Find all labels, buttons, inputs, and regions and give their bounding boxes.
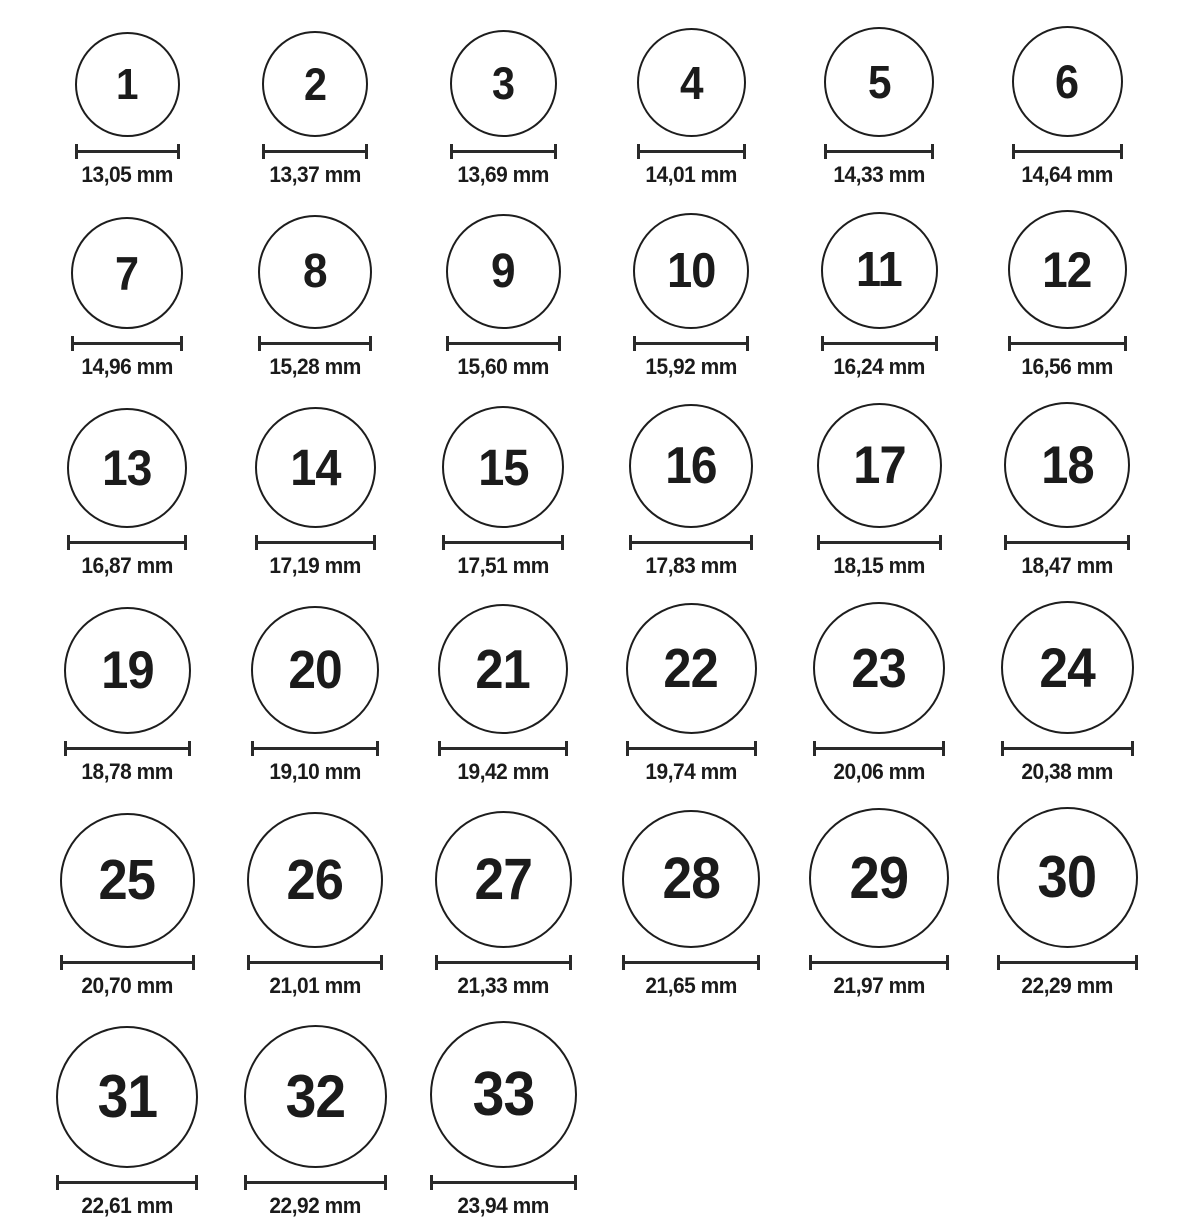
- ring-circle: [450, 30, 557, 137]
- diameter-measure-line: [435, 955, 572, 970]
- diameter-label: 21,97 mm: [833, 973, 925, 998]
- diameter-label: 13,37 mm: [269, 162, 361, 187]
- ring-size-number: 7: [115, 246, 139, 300]
- ring-size-item: [973, 210, 1161, 380]
- diameter-measure-line: [629, 535, 753, 550]
- ring-circle: [824, 27, 934, 137]
- ring-size-item: [409, 1021, 597, 1219]
- ring-circle: [633, 213, 749, 329]
- ring-size-item: [33, 408, 221, 579]
- diameter-label: 13,69 mm: [457, 162, 549, 187]
- diameter-measure-line: [442, 535, 564, 550]
- ring-size-item: [221, 812, 409, 999]
- ring-size-item: [221, 215, 409, 380]
- ring-size-item: [409, 811, 597, 999]
- ring-size-number: 6: [1055, 55, 1079, 108]
- ring-circle: [809, 808, 949, 948]
- diameter-measure-bar: [636, 342, 746, 345]
- diameter-measure-bar: [1011, 342, 1124, 345]
- diameter-measure-line: [438, 741, 568, 756]
- diameter-measure-line: [247, 955, 383, 970]
- ring-size-number: 25: [98, 848, 156, 912]
- ring-size-item: [973, 26, 1161, 188]
- ring-size-row: [33, 26, 1200, 188]
- ring-size-number: 28: [662, 846, 720, 911]
- diameter-measure-line: [255, 535, 376, 550]
- diameter-measure-bar: [1007, 541, 1127, 544]
- diameter-label: 14,33 mm: [833, 162, 925, 187]
- diameter-label: 21,65 mm: [645, 973, 737, 998]
- diameter-label: 14,01 mm: [645, 162, 737, 187]
- ring-circle: [629, 404, 753, 528]
- ring-circle: [71, 217, 183, 329]
- ring-size-number: 2: [303, 58, 327, 110]
- ring-size-number: 33: [472, 1059, 534, 1129]
- diameter-measure-bar: [1004, 747, 1131, 750]
- diameter-measure-line: [637, 144, 746, 159]
- diameter-measure-line: [430, 1175, 577, 1190]
- diameter-measure-line: [446, 336, 561, 351]
- ring-size-number: 14: [289, 439, 341, 496]
- ring-circle: [1012, 26, 1123, 137]
- diameter-label: 22,29 mm: [1021, 973, 1113, 998]
- ring-size-number: 29: [849, 844, 909, 911]
- ring-size-number: 13: [102, 440, 152, 496]
- diameter-label: 15,28 mm: [269, 354, 361, 379]
- diameter-label: 17,51 mm: [457, 553, 549, 578]
- ring-size-item: [221, 407, 409, 579]
- ring-size-row: [33, 1021, 1200, 1219]
- ring-size-number: 8: [303, 245, 327, 298]
- ring-size-number: 1: [116, 59, 138, 109]
- diameter-measure-line: [258, 336, 372, 351]
- diameter-measure-bar: [438, 961, 569, 964]
- ring-size-row: [33, 601, 1200, 785]
- ring-circle: [430, 1021, 577, 1168]
- diameter-label: 14,96 mm: [81, 354, 173, 379]
- diameter-measure-line: [813, 741, 945, 756]
- ring-circle: [622, 810, 760, 948]
- diameter-measure-line: [75, 144, 180, 159]
- ring-circle: [75, 32, 180, 137]
- diameter-measure-bar: [1015, 150, 1120, 153]
- diameter-measure-line: [817, 535, 942, 550]
- ring-size-item: [33, 813, 221, 999]
- ring-size-item: [33, 32, 221, 188]
- ring-size-item: [597, 603, 785, 785]
- diameter-measure-bar: [812, 961, 946, 964]
- ring-circle: [438, 604, 568, 734]
- diameter-measure-bar: [820, 541, 939, 544]
- ring-circle: [442, 406, 564, 528]
- ring-size-item: [785, 403, 973, 579]
- ring-size-item: [785, 27, 973, 188]
- diameter-label: 15,92 mm: [645, 354, 737, 379]
- ring-circle: [813, 602, 945, 734]
- ring-size-item: [221, 606, 409, 785]
- ring-circle: [247, 812, 383, 948]
- ring-size-number: 5: [867, 56, 891, 108]
- diameter-label: 17,83 mm: [645, 553, 737, 578]
- ring-circle: [817, 403, 942, 528]
- diameter-measure-line: [251, 741, 379, 756]
- diameter-measure-line: [244, 1175, 387, 1190]
- ring-size-number: 32: [285, 1062, 345, 1130]
- ring-size-number: 3: [491, 58, 515, 109]
- ring-size-item: [33, 1026, 221, 1219]
- ring-circle: [64, 607, 191, 734]
- diameter-label: 18,78 mm: [81, 759, 173, 784]
- diameter-measure-line: [626, 741, 757, 756]
- diameter-measure-bar: [441, 747, 565, 750]
- diameter-measure-line: [622, 955, 760, 970]
- ring-size-number: 10: [666, 243, 716, 298]
- diameter-measure-bar: [261, 342, 369, 345]
- ring-size-number: 19: [100, 641, 154, 700]
- ring-circle: [821, 212, 938, 329]
- diameter-measure-bar: [449, 342, 558, 345]
- ring-circle: [997, 807, 1138, 948]
- ring-size-number: 31: [97, 1063, 157, 1130]
- diameter-label: 20,06 mm: [833, 759, 925, 784]
- diameter-measure-bar: [625, 961, 757, 964]
- diameter-measure-bar: [433, 1181, 574, 1184]
- diameter-label: 21,01 mm: [269, 973, 361, 998]
- ring-circle: [258, 215, 372, 329]
- ring-size-item: [785, 602, 973, 785]
- ring-circle: [244, 1025, 387, 1168]
- ring-size-number: 17: [852, 436, 906, 495]
- ring-size-number: 9: [491, 244, 515, 298]
- ring-size-item: [597, 404, 785, 579]
- ring-size-item: [409, 406, 597, 579]
- diameter-label: 21,33 mm: [457, 973, 549, 998]
- ring-size-row: [33, 807, 1200, 999]
- diameter-measure-line: [64, 741, 191, 756]
- diameter-measure-line: [1008, 336, 1127, 351]
- ring-size-item: [597, 810, 785, 999]
- ring-circle: [446, 214, 561, 329]
- ring-size-number: 30: [1037, 844, 1097, 910]
- diameter-label: 22,61 mm: [81, 1193, 173, 1218]
- diameter-measure-line: [1012, 144, 1123, 159]
- ring-circle: [60, 813, 195, 948]
- ring-size-number: 11: [856, 243, 902, 297]
- ring-size-item: [409, 30, 597, 188]
- diameter-measure-line: [821, 336, 938, 351]
- diameter-measure-bar: [265, 150, 365, 153]
- diameter-label: 15,60 mm: [457, 354, 549, 379]
- diameter-label: 16,56 mm: [1021, 354, 1113, 379]
- ring-size-item: [973, 807, 1161, 999]
- ring-size-row: [33, 210, 1200, 380]
- ring-size-item: [33, 217, 221, 380]
- diameter-measure-line: [67, 535, 187, 550]
- diameter-label: 14,64 mm: [1021, 162, 1113, 187]
- diameter-label: 19,74 mm: [645, 759, 737, 784]
- ring-size-item: [409, 604, 597, 785]
- ring-size-number: 23: [851, 636, 907, 699]
- diameter-measure-bar: [67, 747, 188, 750]
- ring-size-item: [597, 28, 785, 188]
- ring-circle: [435, 811, 572, 948]
- diameter-measure-bar: [74, 342, 180, 345]
- diameter-measure-bar: [824, 342, 935, 345]
- ring-size-item: [221, 31, 409, 188]
- diameter-measure-bar: [250, 961, 380, 964]
- diameter-measure-bar: [453, 150, 554, 153]
- diameter-label: 20,38 mm: [1021, 759, 1113, 784]
- ring-size-item: [409, 214, 597, 380]
- diameter-measure-bar: [640, 150, 743, 153]
- ring-circle: [262, 31, 368, 137]
- diameter-measure-bar: [632, 541, 750, 544]
- diameter-measure-line: [633, 336, 749, 351]
- diameter-label: 18,15 mm: [833, 553, 925, 578]
- ring-circle: [637, 28, 746, 137]
- ring-size-number: 12: [1042, 241, 1092, 298]
- ring-size-item: [973, 601, 1161, 785]
- ring-size-number: 20: [288, 640, 342, 700]
- ring-circle: [56, 1026, 198, 1168]
- ring-size-item: [221, 1025, 409, 1219]
- diameter-label: 19,42 mm: [457, 759, 549, 784]
- ring-size-number: 24: [1039, 635, 1095, 699]
- diameter-measure-bar: [63, 961, 192, 964]
- diameter-measure-bar: [827, 150, 931, 153]
- diameter-label: 23,94 mm: [457, 1193, 549, 1218]
- ring-size-number: 21: [475, 637, 531, 700]
- diameter-label: 16,24 mm: [833, 354, 925, 379]
- ring-size-number: 15: [477, 438, 529, 496]
- diameter-measure-bar: [254, 747, 376, 750]
- diameter-measure-line: [56, 1175, 198, 1190]
- diameter-label: 22,92 mm: [269, 1193, 361, 1218]
- diameter-measure-line: [71, 336, 183, 351]
- ring-circle: [251, 606, 379, 734]
- diameter-measure-bar: [1000, 961, 1135, 964]
- ring-size-number: 18: [1040, 435, 1094, 495]
- ring-size-number: 4: [679, 56, 703, 109]
- diameter-label: 18,47 mm: [1021, 553, 1113, 578]
- diameter-measure-bar: [445, 541, 561, 544]
- ring-size-item: [33, 607, 221, 785]
- diameter-measure-line: [262, 144, 368, 159]
- ring-circle: [1001, 601, 1134, 734]
- ring-circle: [67, 408, 187, 528]
- ring-size-number: 27: [474, 846, 532, 912]
- ring-circle: [1004, 402, 1130, 528]
- diameter-measure-line: [60, 955, 195, 970]
- ring-size-number: 26: [286, 847, 344, 912]
- ring-circle: [255, 407, 376, 528]
- ring-size-number: 22: [663, 637, 719, 699]
- diameter-measure-bar: [816, 747, 942, 750]
- ring-size-row: [33, 402, 1200, 579]
- ring-size-number: 16: [665, 437, 717, 495]
- ring-size-item: [785, 212, 973, 380]
- diameter-measure-bar: [629, 747, 754, 750]
- diameter-measure-bar: [78, 150, 177, 153]
- ring-circle: [1008, 210, 1127, 329]
- ring-circle: [626, 603, 757, 734]
- ring-size-item: [597, 213, 785, 380]
- diameter-label: 16,87 mm: [81, 553, 173, 578]
- diameter-measure-bar: [59, 1181, 195, 1184]
- diameter-label: 17,19 mm: [269, 553, 361, 578]
- diameter-measure-bar: [258, 541, 373, 544]
- diameter-measure-line: [450, 144, 557, 159]
- diameter-label: 13,05 mm: [81, 162, 173, 187]
- diameter-measure-line: [1004, 535, 1130, 550]
- ring-size-item: [973, 402, 1161, 579]
- diameter-measure-line: [997, 955, 1138, 970]
- diameter-measure-bar: [247, 1181, 384, 1184]
- diameter-measure-line: [824, 144, 934, 159]
- diameter-measure-line: [809, 955, 949, 970]
- diameter-label: 20,70 mm: [81, 973, 173, 998]
- diameter-measure-line: [1001, 741, 1134, 756]
- diameter-measure-bar: [70, 541, 184, 544]
- diameter-label: 19,10 mm: [269, 759, 361, 784]
- ring-size-item: [785, 808, 973, 999]
